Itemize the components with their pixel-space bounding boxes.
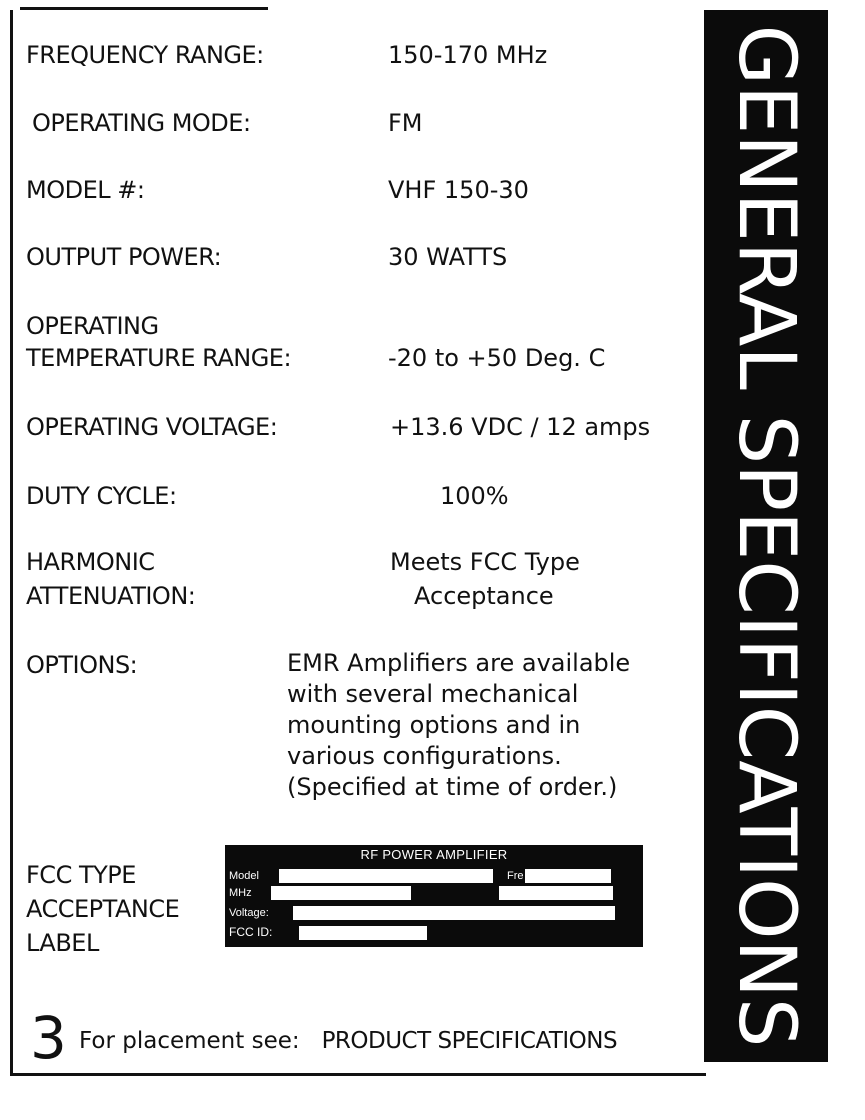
placement-note-lead: For placement see: xyxy=(79,1028,300,1054)
spec-label-attenuation: ATTENUATION: xyxy=(26,582,196,610)
spec-value-temperature-range: -20 to +50 Deg. C xyxy=(388,344,606,372)
spec-value-output-power: 30 WATTS xyxy=(388,243,508,271)
plate-mhz-label: MHz xyxy=(229,887,252,899)
spec-label-options: OPTIONS: xyxy=(26,651,138,679)
fcc-label-plate xyxy=(225,845,643,947)
placement-note-reference: PRODUCT SPECIFICATIONS xyxy=(321,1028,618,1054)
spec-value-options: EMR Amplifiers are available with several mechanical mounting options and in various configurations. (Specified at time of order.) xyxy=(287,649,631,801)
plate-fccid-field xyxy=(299,926,427,940)
spec-label-output-power: OUTPUT POWER: xyxy=(26,243,222,271)
plate-freq-field xyxy=(525,869,611,883)
spec-value-frequency-range: 150-170 MHz xyxy=(388,41,548,69)
fcc-label-caption: FCC TYPE ACCEPTANCE LABEL xyxy=(26,861,180,957)
page-number: 3 xyxy=(30,1004,67,1072)
spec-label-duty-cycle: DUTY CYCLE: xyxy=(26,482,177,510)
spec-value-duty-cycle: 100% xyxy=(440,482,509,510)
plate-title: RF POWER AMPLIFIER xyxy=(360,847,508,862)
plate-model-field xyxy=(279,869,493,883)
plate-fccid-label: FCC ID: xyxy=(229,925,273,939)
plate-freq-label: Fre xyxy=(507,870,524,882)
spec-label-model: MODEL #: xyxy=(26,176,145,204)
spec-value-harmonic-line2: Acceptance xyxy=(414,582,554,610)
plate-model-label: Model xyxy=(229,870,259,882)
spec-value-model: VHF 150-30 xyxy=(388,176,529,204)
spec-label-operating-voltage: OPERATING VOLTAGE: xyxy=(26,413,278,441)
placement-note xyxy=(79,1025,617,1057)
spec-label-harmonic: HARMONIC xyxy=(26,548,155,576)
spec-label-frequency-range: FREQUENCY RANGE: xyxy=(26,41,264,69)
spec-label-operating-line1: OPERATING xyxy=(26,312,159,340)
section-banner xyxy=(704,10,828,1062)
plate-blank-field xyxy=(499,886,613,900)
spec-label-temperature-range: TEMPERATURE RANGE: xyxy=(26,344,292,372)
plate-voltage-label: Voltage: xyxy=(229,907,269,919)
banner-title: GENERAL SPECIFICATIONS xyxy=(721,24,811,1048)
spec-value-operating-voltage: +13.6 VDC / 12 amps xyxy=(390,413,651,441)
plate-mhz-field xyxy=(271,886,411,900)
plate-voltage-field xyxy=(293,906,615,920)
spec-value-operating-mode: FM xyxy=(388,109,423,137)
spec-label-operating-mode: OPERATING MODE: xyxy=(32,109,251,137)
spec-value-harmonic-line1: Meets FCC Type xyxy=(390,548,580,576)
